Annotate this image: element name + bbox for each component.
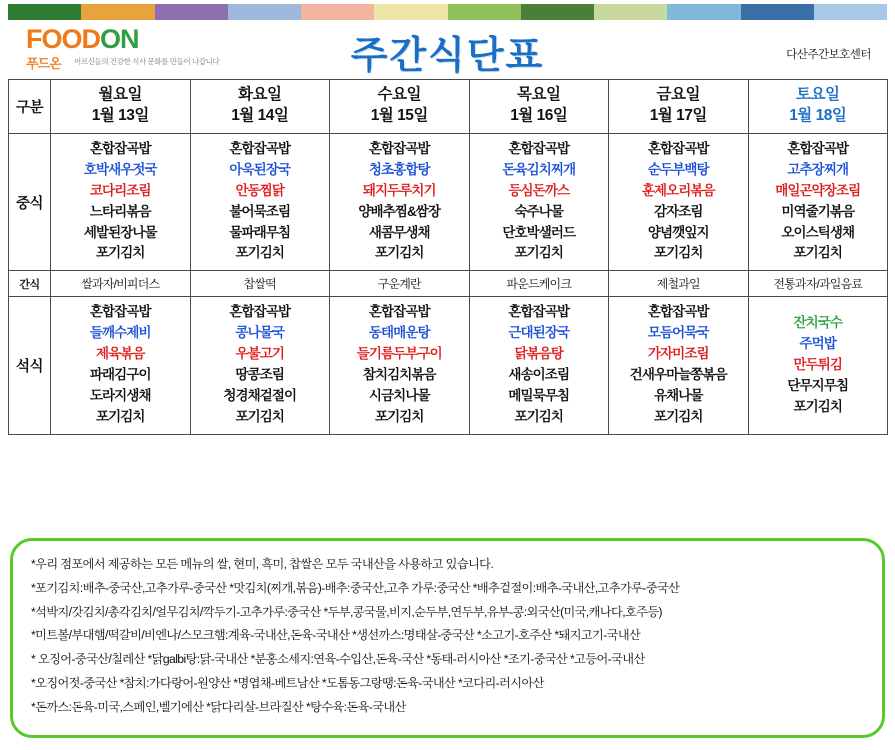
menu-item: 메밀묵무침 (508, 388, 570, 404)
menu-item: 청초홍합탕 (368, 161, 430, 177)
snack-item: 파운드케이크 (506, 277, 572, 292)
lunch-cell-5 (748, 133, 888, 271)
day-name: 수요일 (377, 86, 421, 103)
menu-item: 새콤무생채 (368, 224, 430, 240)
snack-item: 찹쌀떡 (243, 277, 276, 292)
snack-cell-5 (748, 271, 888, 297)
origin-note-line-0: *우리 점포에서 제공하는 모든 메뉴의 쌀, 현미, 흑미, 찹쌀은 모두 국내산을 사용하고 있습니다. (31, 557, 494, 571)
dinner-cell-1 (190, 297, 330, 435)
snack-cell-3 (469, 271, 609, 297)
menu-item: 혼합잡곡밥 (508, 140, 570, 156)
menu-item: 들기름두부구이 (356, 346, 442, 362)
menu-item: 코다리조림 (89, 182, 151, 198)
menu-item: 건새우마늘쫑볶음 (629, 367, 727, 383)
menu-item: 혼합잡곡밥 (647, 140, 709, 156)
menu-item: 안동찜닭 (235, 182, 285, 198)
menu-item: 혼합잡곡밥 (787, 140, 849, 156)
snack-row (9, 271, 888, 297)
page-title: 주간식단표 (350, 35, 545, 77)
day-name: 월요일 (98, 86, 142, 103)
menu-item: 우불고기 (235, 346, 285, 362)
menu-item: 포기김치 (653, 408, 703, 424)
menu-item: 불어묵조림 (229, 203, 291, 219)
lunch-cell-2 (330, 133, 470, 271)
menu-item: 포기김치 (374, 408, 424, 424)
snack-item: 전통과자/과일음료 (773, 277, 863, 292)
menu-item: 제육볶음 (95, 346, 145, 362)
menu-item: 단호박샐러드 (502, 224, 576, 240)
menu-item: 오이스틱생채 (781, 224, 855, 240)
origin-note-line-1: *포기김치:배추-중국산,고추가루-중국산 *맛김치(찌개,볶음)-배추:중국산,고추 가루:중국산 *배추겉절이:배추-국내산,고추가루-중국산 (31, 580, 680, 595)
menu-item: 모듬어묵국 (647, 325, 709, 341)
lunch-cell-3 (469, 133, 609, 271)
logo-korean-text: 푸드온 (26, 56, 61, 71)
day-name: 토요일 (796, 86, 840, 103)
day-name: 화요일 (238, 86, 282, 103)
menu-item: 혼합잡곡밥 (647, 304, 709, 320)
day-date: 1월 17일 (649, 106, 707, 124)
menu-item: 혼합잡곡밥 (368, 140, 430, 156)
menu-item: 포기김치 (653, 245, 703, 261)
menu-item: 세발된장나물 (83, 224, 157, 240)
origin-note-line-6: *돈까스:돈육-미국,스페인,벨기에산 *닭다리살-브라질산 *탕수육:돈육-국내산 (31, 699, 406, 714)
day-date: 1월 16일 (510, 106, 568, 124)
menu-item: 닭볶음탕 (514, 346, 564, 362)
dinner-cell-3 (469, 297, 609, 435)
snack-cell-0 (51, 271, 191, 297)
day-date: 1월 15일 (370, 106, 428, 124)
lunch-cell-1 (190, 133, 330, 271)
menu-item: 매일곤약장조림 (775, 182, 861, 198)
menu-item: 콩나물국 (235, 325, 285, 341)
menu-item: 혼합잡곡밥 (368, 304, 430, 320)
origin-note-line-5: *오징어젓-중국산 *참치:가다랑어-원양산 *명엽채-베트남산 *도톰동그랑땡:돈육-국내산 *코다리-러시아산 (31, 675, 544, 690)
menu-item: 혼합잡곡밥 (89, 140, 151, 156)
day-header-cell-4 (609, 80, 749, 134)
color-bar-segment-6 (448, 4, 521, 20)
snack-cell-4 (609, 271, 749, 297)
color-bar-segment-4 (301, 4, 374, 20)
origin-note-line-4: * 오징어-중국산/칠레산 *닭galbi탕:닭-국내산 *분홍소세지:연육-수입산,돈육-국산 *동태-러시아산 *조기-중국산 *고등어-국내산 (31, 652, 645, 667)
menu-item: 단무지무침 (787, 377, 849, 393)
menu-item: 만두튀김 (793, 356, 843, 372)
menu-item: 훈제오리볶음 (641, 182, 715, 198)
menu-item: 가자미조림 (647, 346, 709, 362)
snack-cell-2 (330, 271, 470, 297)
menu-item: 양념깻잎지 (647, 224, 709, 240)
menu-item: 양배추찜&쌈장 (358, 203, 441, 219)
menu-item: 감자조림 (653, 203, 703, 219)
row-label-dinner: 석식 (9, 297, 51, 435)
menu-item: 참치김치볶음 (362, 367, 436, 383)
menu-item: 포기김치 (793, 245, 843, 261)
day-header-cell-0 (51, 80, 191, 134)
menu-item: 청경채겉절이 (223, 388, 297, 404)
menu-item: 느타리볶음 (89, 203, 151, 219)
menu-item: 들깨수제비 (89, 325, 151, 341)
color-bar-segment-2 (155, 4, 228, 20)
lunch-cell-4 (609, 133, 749, 271)
menu-item: 호박새우젓국 (83, 161, 157, 177)
dinner-row (9, 297, 888, 435)
menu-item: 시금치나물 (368, 388, 430, 404)
menu-item: 순두부백탕 (647, 161, 709, 177)
menu-item: 고추장찌개 (787, 161, 849, 177)
logo-tagline: 어르신들의 건강한 식사 문화를 만들어 나갑니다 (74, 57, 220, 66)
menu-item: 파래김구이 (89, 367, 151, 383)
color-bar-segment-9 (667, 4, 740, 20)
color-bar-segment-7 (521, 4, 594, 20)
menu-item: 동태매운탕 (368, 325, 430, 341)
day-header-cell-3 (469, 80, 609, 134)
row-label-header: 구분 (9, 80, 51, 134)
day-header-cell-2 (330, 80, 470, 134)
day-date: 1월 18일 (789, 106, 847, 124)
dinner-cell-5 (748, 297, 888, 435)
snack-item: 쌀과자/비피더스 (81, 277, 160, 292)
dinner-cell-4 (609, 297, 749, 435)
menu-item: 돈육김치찌개 (502, 161, 576, 177)
snack-cell-1 (190, 271, 330, 297)
poster-header (8, 22, 887, 77)
snack-item: 제철과일 (656, 277, 700, 292)
menu-item: 숙주나물 (514, 203, 564, 219)
menu-item: 포기김치 (514, 245, 564, 261)
menu-item: 혼합잡곡밥 (508, 304, 570, 320)
menu-item: 돼지두루치기 (362, 182, 436, 198)
menu-item: 포기김치 (235, 245, 285, 261)
menu-item: 주먹밥 (799, 335, 836, 351)
menu-item: 미역줄기볶음 (781, 203, 855, 219)
dinner-cell-2 (330, 297, 470, 435)
menu-item: 유채나물 (653, 388, 703, 404)
day-header-cell-1 (190, 80, 330, 134)
day-name: 금요일 (656, 86, 700, 103)
origin-note-line-3: *미트볼/부대햄/떡갈비/비엔나/스모크햄:계육-국내산,돈육-국내산 *생선까스:명태살-중국산 *소고기-호주산 *돼지고기-국내산 (31, 628, 641, 643)
menu-item: 물파래무침 (229, 224, 291, 240)
decorative-color-bar (8, 4, 887, 20)
menu-item: 근대된장국 (508, 325, 570, 341)
menu-item: 도라지생채 (89, 388, 151, 404)
row-label-snack: 간식 (9, 271, 51, 297)
menu-item: 혼합잡곡밥 (229, 304, 291, 320)
dinner-cell-0 (51, 297, 191, 435)
logo-food-text: FOOD (26, 24, 100, 54)
day-header-cell-5 (748, 80, 888, 134)
menu-item: 포기김치 (793, 398, 843, 414)
logo-on-text: ON (100, 24, 139, 54)
origin-note-line-2: *석박지/갓김치/총각김치/얼무김치/깍두기-고추가루:중국산 *두부,콩국물,비지,순두부,연두부,유부-콩:외국산(미국,캐나다,호주등) (31, 604, 662, 619)
weekly-menu-table (8, 79, 888, 435)
center-name: 다산주간보호센터 (786, 49, 871, 61)
menu-item: 새송이조림 (508, 367, 570, 383)
day-name: 목요일 (517, 86, 561, 103)
lunch-cell-0 (51, 133, 191, 271)
menu-item: 등심돈까스 (508, 182, 570, 198)
lunch-row (9, 133, 888, 271)
row-label-lunch: 중식 (9, 133, 51, 271)
snack-item: 구운계란 (377, 277, 421, 292)
color-bar-segment-8 (594, 4, 667, 20)
menu-item: 포기김치 (235, 408, 285, 424)
menu-item: 포기김치 (95, 245, 145, 261)
menu-item: 혼합잡곡밥 (229, 140, 291, 156)
day-date: 1월 13일 (91, 106, 149, 124)
menu-item: 포기김치 (374, 245, 424, 261)
menu-item: 포기김치 (514, 408, 564, 424)
color-bar-segment-5 (374, 4, 447, 20)
menu-item: 잔치국수 (793, 314, 843, 330)
day-date: 1월 14일 (231, 106, 289, 124)
color-bar-segment-1 (81, 4, 154, 20)
menu-item: 혼합잡곡밥 (89, 304, 151, 320)
menu-item: 땅콩조림 (235, 367, 285, 383)
color-bar-segment-3 (228, 4, 301, 20)
color-bar-segment-10 (741, 4, 814, 20)
color-bar-segment-0 (8, 4, 81, 20)
table-header-row (9, 80, 888, 134)
origin-notes-box (10, 538, 885, 738)
menu-item: 아욱된장국 (229, 161, 291, 177)
color-bar-segment-11 (814, 4, 887, 20)
menu-item: 포기김치 (95, 408, 145, 424)
